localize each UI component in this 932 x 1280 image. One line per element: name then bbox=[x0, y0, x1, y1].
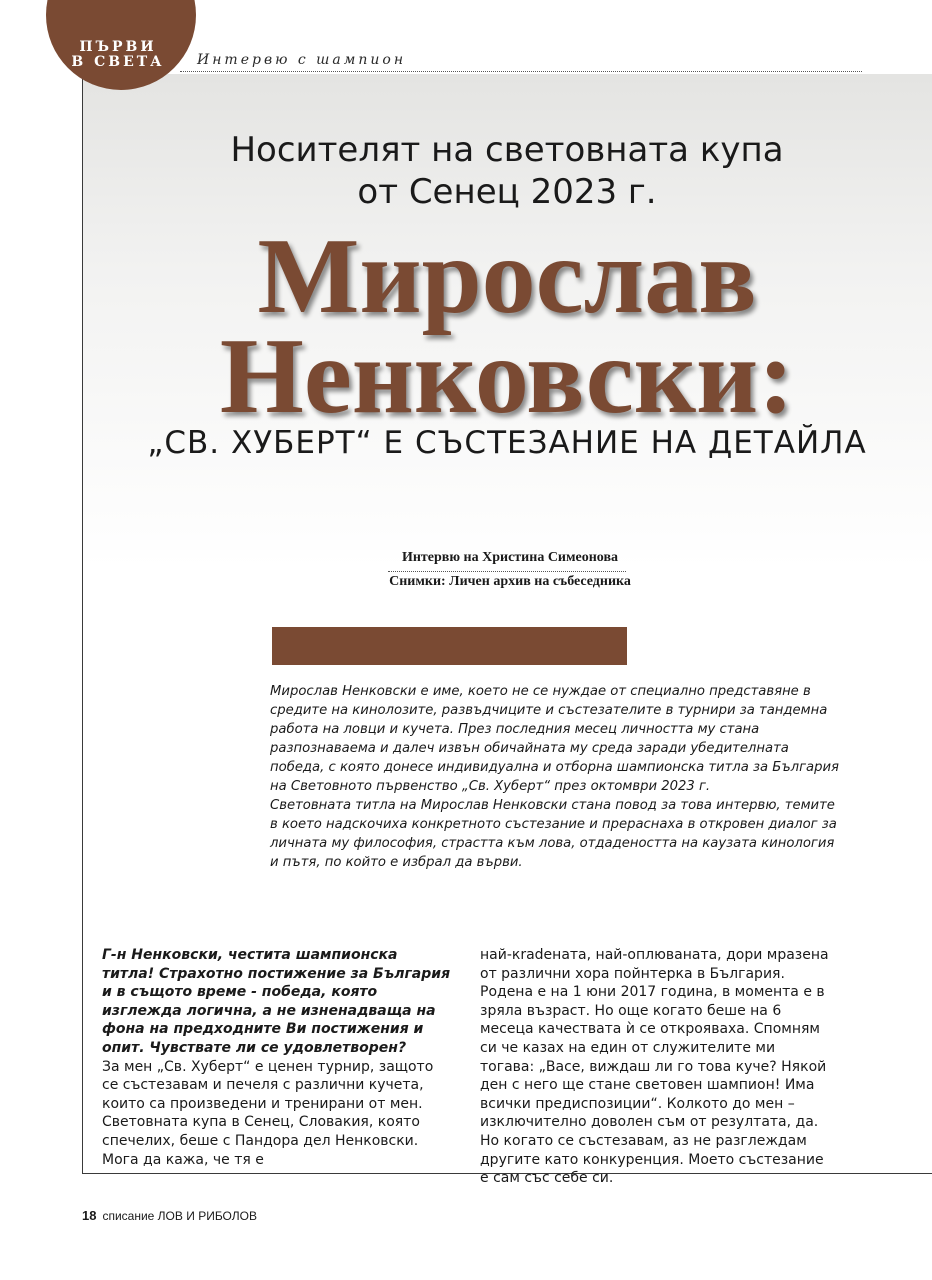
headline-tagline: „СВ. ХУБЕРТ“ Е СЪСТЕЗАНИЕ НА ДЕТАЙЛА bbox=[147, 425, 867, 461]
interview-answer-continued: най-кradeната, най-оплюваната, дори мразена от различни хора пойнтерка в България. Родена е на 1 юни 2017 година, в момента е в зряла възраст. Но още когато беше на 6 месеца качествата ѝ се открояваха. Спомням си че казах на един от служителите ми тогава: „Васе, виждаш ли го това куче? Някой ден с него ще стане световен шампион! Има всички предиспозиции“. Колкото до мен – изключително доволен съм от резултата, да. Но когато се състезавам, аз не разглеждам другите като конкуренция. Моето състезание е сам със себе си. bbox=[480, 947, 829, 1187]
credit-photos: Снимки: Личен архив на събеседника bbox=[389, 574, 631, 589]
headline-name-last: Ненковски: bbox=[219, 317, 795, 436]
section-divider bbox=[180, 71, 862, 72]
badge-line-1: ПЪРВИ bbox=[79, 39, 157, 55]
page-footer bbox=[82, 1208, 257, 1223]
intro-paragraph: Световната титла на Мирослав Ненковски стана повод за това интервю, темите в което надскочиха конкретното състезание и прераснаха в откровен диалог за личната му философия, страстта към лова, отдадеността на каузата кинология и пътя, по който е избрал да върви. bbox=[270, 798, 837, 870]
article-column-right bbox=[480, 946, 830, 1188]
subtitle-line-1: Носителят на световната купа bbox=[230, 130, 784, 170]
accent-bar bbox=[272, 627, 627, 665]
headline-name-first: Мирослав bbox=[257, 217, 757, 336]
section-badge-label bbox=[58, 40, 178, 70]
interview-question: Г-н Ненковски, честита шампионска титла! Страхотно постижение за България и в същото време - победа, която изглежда логична, а не изненадваща на фона на предходните Ви постижения и опит. Чувствате ли се удовлетворен? bbox=[102, 947, 451, 1056]
intro-paragraph: Мирослав Ненковски е име, което не се нуждае от специално представяне в средите на кинолозите, развъдчиците и състезателите в турнири за тандемна работа на ловци и кучета. През последния месец личността му стана разпознаваема и далеч извън обичайната му среда заради убедителната победа, с която донесе индивидуална и отборна шампионска титла за България на Световното първенство „Св. Хуберт“ през октомври 2023 г. bbox=[270, 684, 839, 794]
interview-answer: За мен „Св. Хуберт“ е ценен турнир, защото се състезавам и печеля с различни кучета, които са произведени и тренирани от мен. Световната купа в Сенец, Словакия, която спечелих, беше с Пандора дел Ненковски. Мога да кажа, че тя е bbox=[102, 1058, 434, 1168]
subtitle-line-2: от Сенец 2023 г. bbox=[357, 172, 657, 212]
magazine-name: списание ЛОВ И РИБОЛОВ bbox=[102, 1209, 257, 1223]
article-column-left bbox=[102, 946, 452, 1169]
intro-lead bbox=[270, 682, 842, 872]
section-title: Интервю с шампион bbox=[197, 52, 407, 68]
credit-interview: Интервю на Христина Симеонова bbox=[401, 550, 619, 565]
badge-line-2: В СВЕТА bbox=[71, 54, 165, 70]
credit-divider bbox=[388, 571, 626, 572]
page-number: 18 bbox=[82, 1208, 97, 1223]
